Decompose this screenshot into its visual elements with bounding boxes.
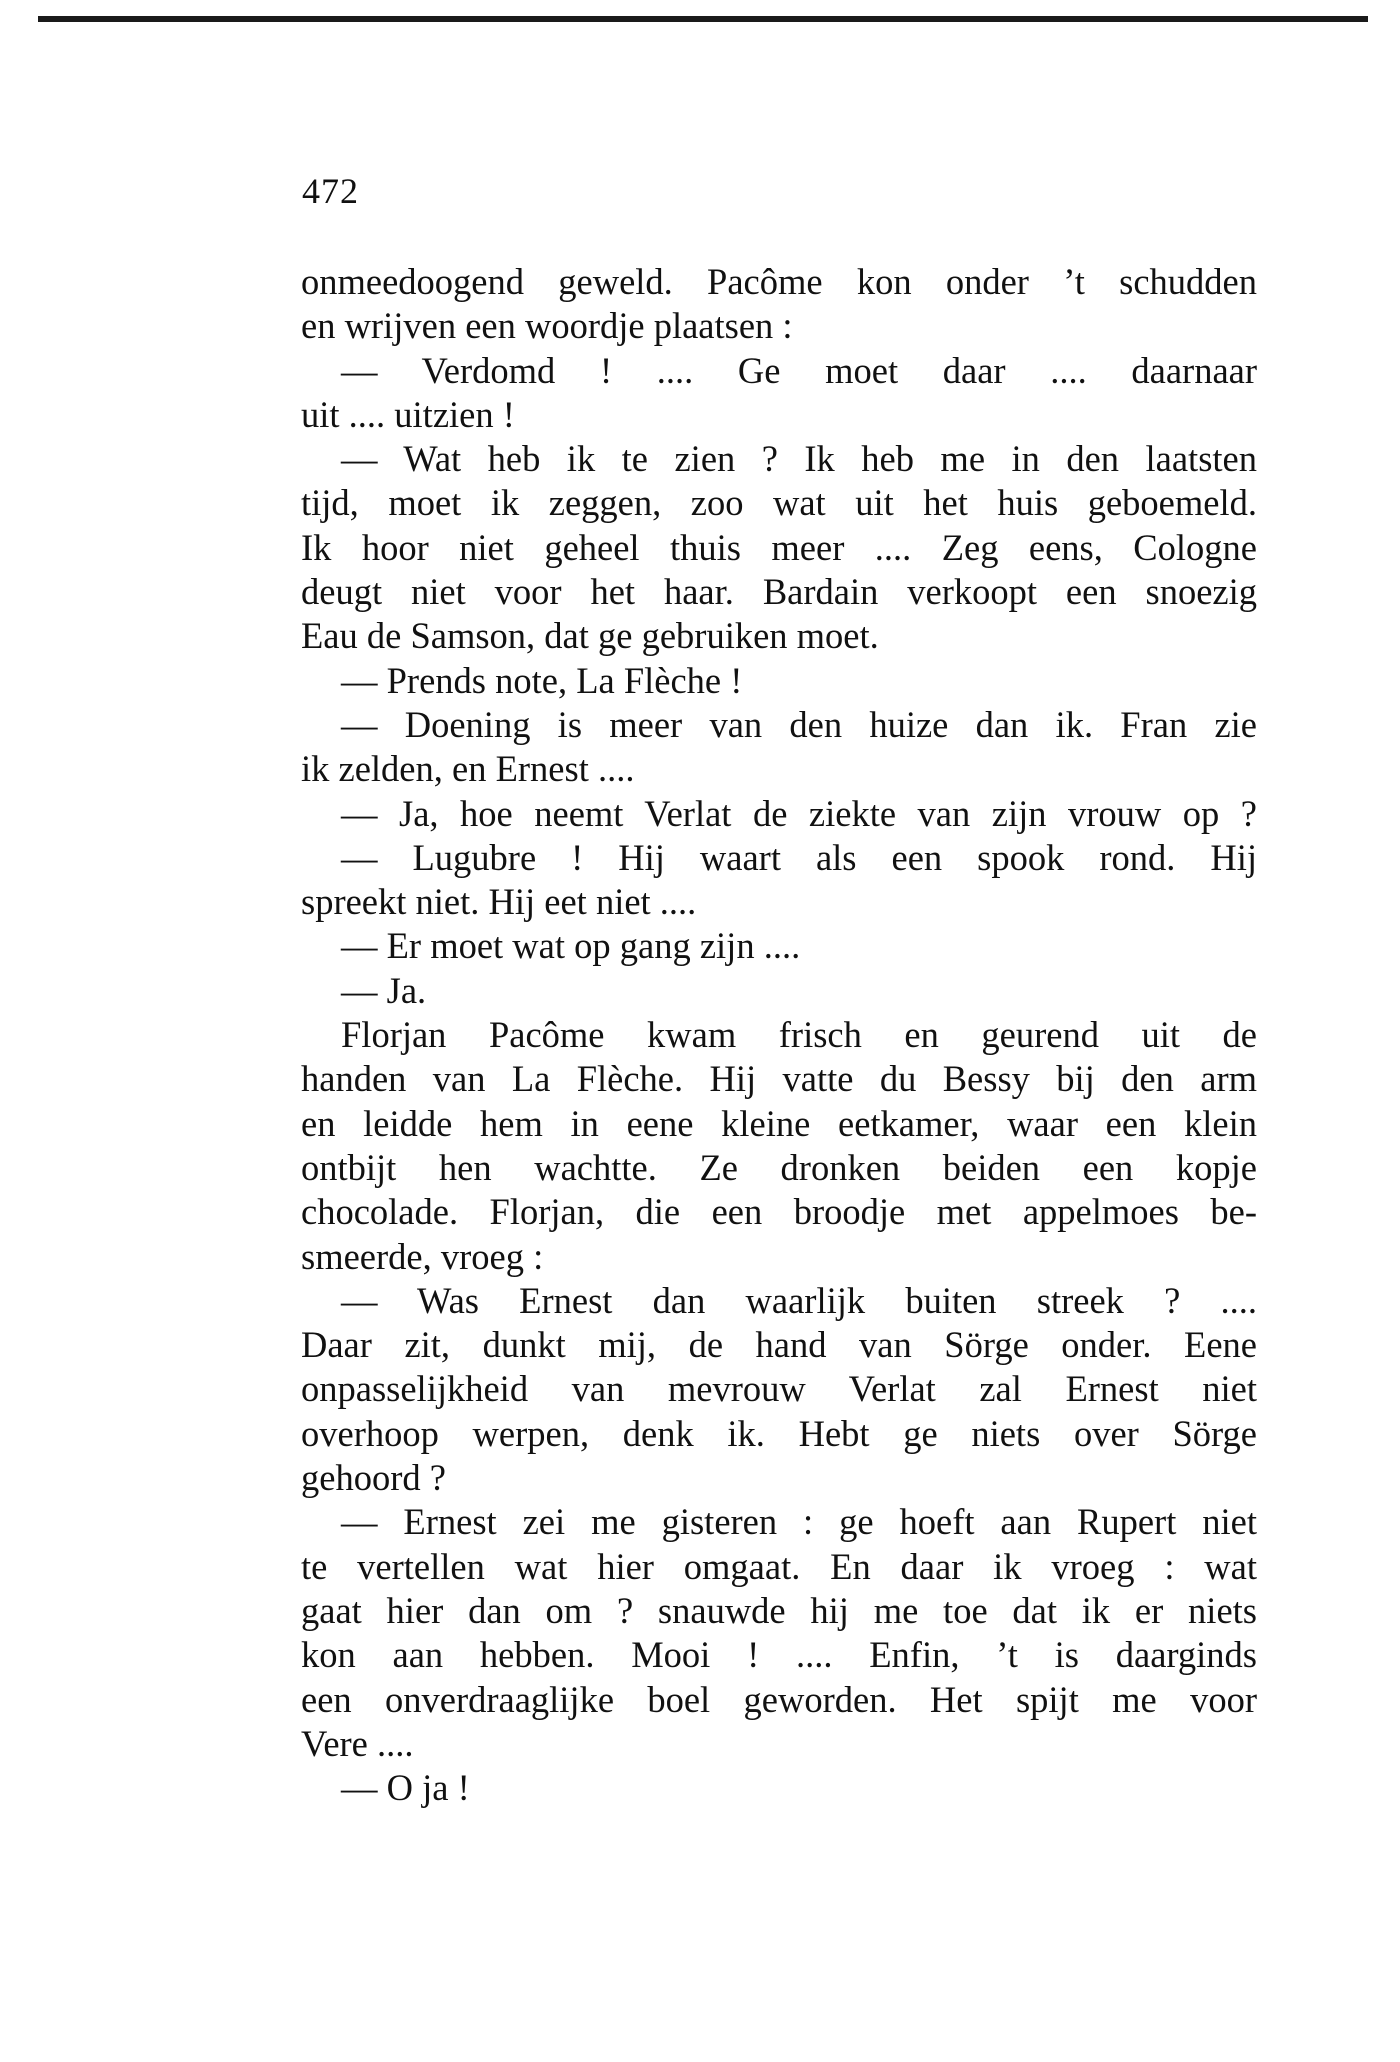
text-line: — Ja, hoe neemt Verlat de ziekte van zijn vrouw op ? <box>341 792 1257 834</box>
text-line: Ik hoor niet geheel thuis meer .... Zeg eens, Cologne <box>301 526 1257 568</box>
text-line: — Ja. <box>341 969 427 1011</box>
text-line: — Ernest zei me gisteren : ge hoeft aan Rupert niet <box>341 1501 1257 1543</box>
text-line: overhoop werpen, denk ik. Hebt ge niets over Sörge <box>301 1412 1257 1454</box>
text-line: — O ja ! <box>341 1767 470 1809</box>
text-line: chocolade. Florjan, die een broodje met appelmoes be- <box>301 1191 1257 1233</box>
text-line: gaat hier dan om ? snauwde hij me toe dat ik er niets <box>301 1589 1257 1631</box>
text-line: Vere .... <box>301 1722 414 1764</box>
text-line: Florjan Pacôme kwam frisch en geurend uit de <box>341 1014 1257 1056</box>
top-rule <box>38 16 1368 22</box>
text-line: tijd, moet ik zeggen, zoo wat uit het huis geboemeld. <box>301 482 1257 524</box>
text-line: te vertellen wat hier omgaat. En daar ik vroeg : wat <box>301 1545 1257 1587</box>
page-number: 472 <box>302 171 359 211</box>
text-line: en wrijven een woordje plaatsen : <box>301 305 793 347</box>
text-line: uit .... uitzien ! <box>301 393 515 435</box>
body-text <box>301 260 1257 1810</box>
text-line: handen van La Flèche. Hij vatte du Bessy bij den arm <box>301 1058 1257 1100</box>
text-line: gehoord ? <box>301 1457 446 1499</box>
text-line: — Wat heb ik te zien ? Ik heb me in den laatsten <box>341 438 1257 480</box>
text-line: deugt niet voor het haar. Bardain verkoopt een snoezig <box>301 571 1257 613</box>
text-line: — Doening is meer van den huize dan ik. Fran zie <box>341 703 1257 745</box>
text-line: — Was Ernest dan waarlijk buiten streek ? .... <box>341 1279 1257 1321</box>
text-line: — Er moet wat op gang zijn .... <box>341 925 801 967</box>
text-line: een onverdraaglijke boel geworden. Het spijt me voor <box>301 1678 1257 1720</box>
text-line: — Prends note, La Flèche ! <box>341 659 743 701</box>
text-line: ontbijt hen wachtte. Ze dronken beiden een kopje <box>301 1146 1257 1188</box>
text-line: spreekt niet. Hij eet niet .... <box>301 881 697 923</box>
text-line: Daar zit, dunkt mij, de hand van Sörge onder. Eene <box>301 1324 1257 1366</box>
text-line: — Lugubre ! Hij waart als een spook rond. Hij <box>341 836 1257 878</box>
text-line: onpasselijkheid van mevrouw Verlat zal Ernest niet <box>301 1368 1257 1410</box>
text-line: ik zelden, en Ernest .... <box>301 748 635 790</box>
text-line: smeerde, vroeg : <box>301 1235 544 1277</box>
text-line: onmeedoogend geweld. Pacôme kon onder ’t schudden <box>301 261 1257 302</box>
text-line: en leidde hem in eene kleine eetkamer, waar een klein <box>301 1102 1257 1144</box>
text-line: kon aan hebben. Mooi ! .... Enfin, ’t is daarginds <box>301 1634 1257 1676</box>
text-line: Eau de Samson, dat ge gebruiken moet. <box>301 615 879 657</box>
text-line: — Verdomd ! .... Ge moet daar .... daarnaar <box>341 349 1257 391</box>
